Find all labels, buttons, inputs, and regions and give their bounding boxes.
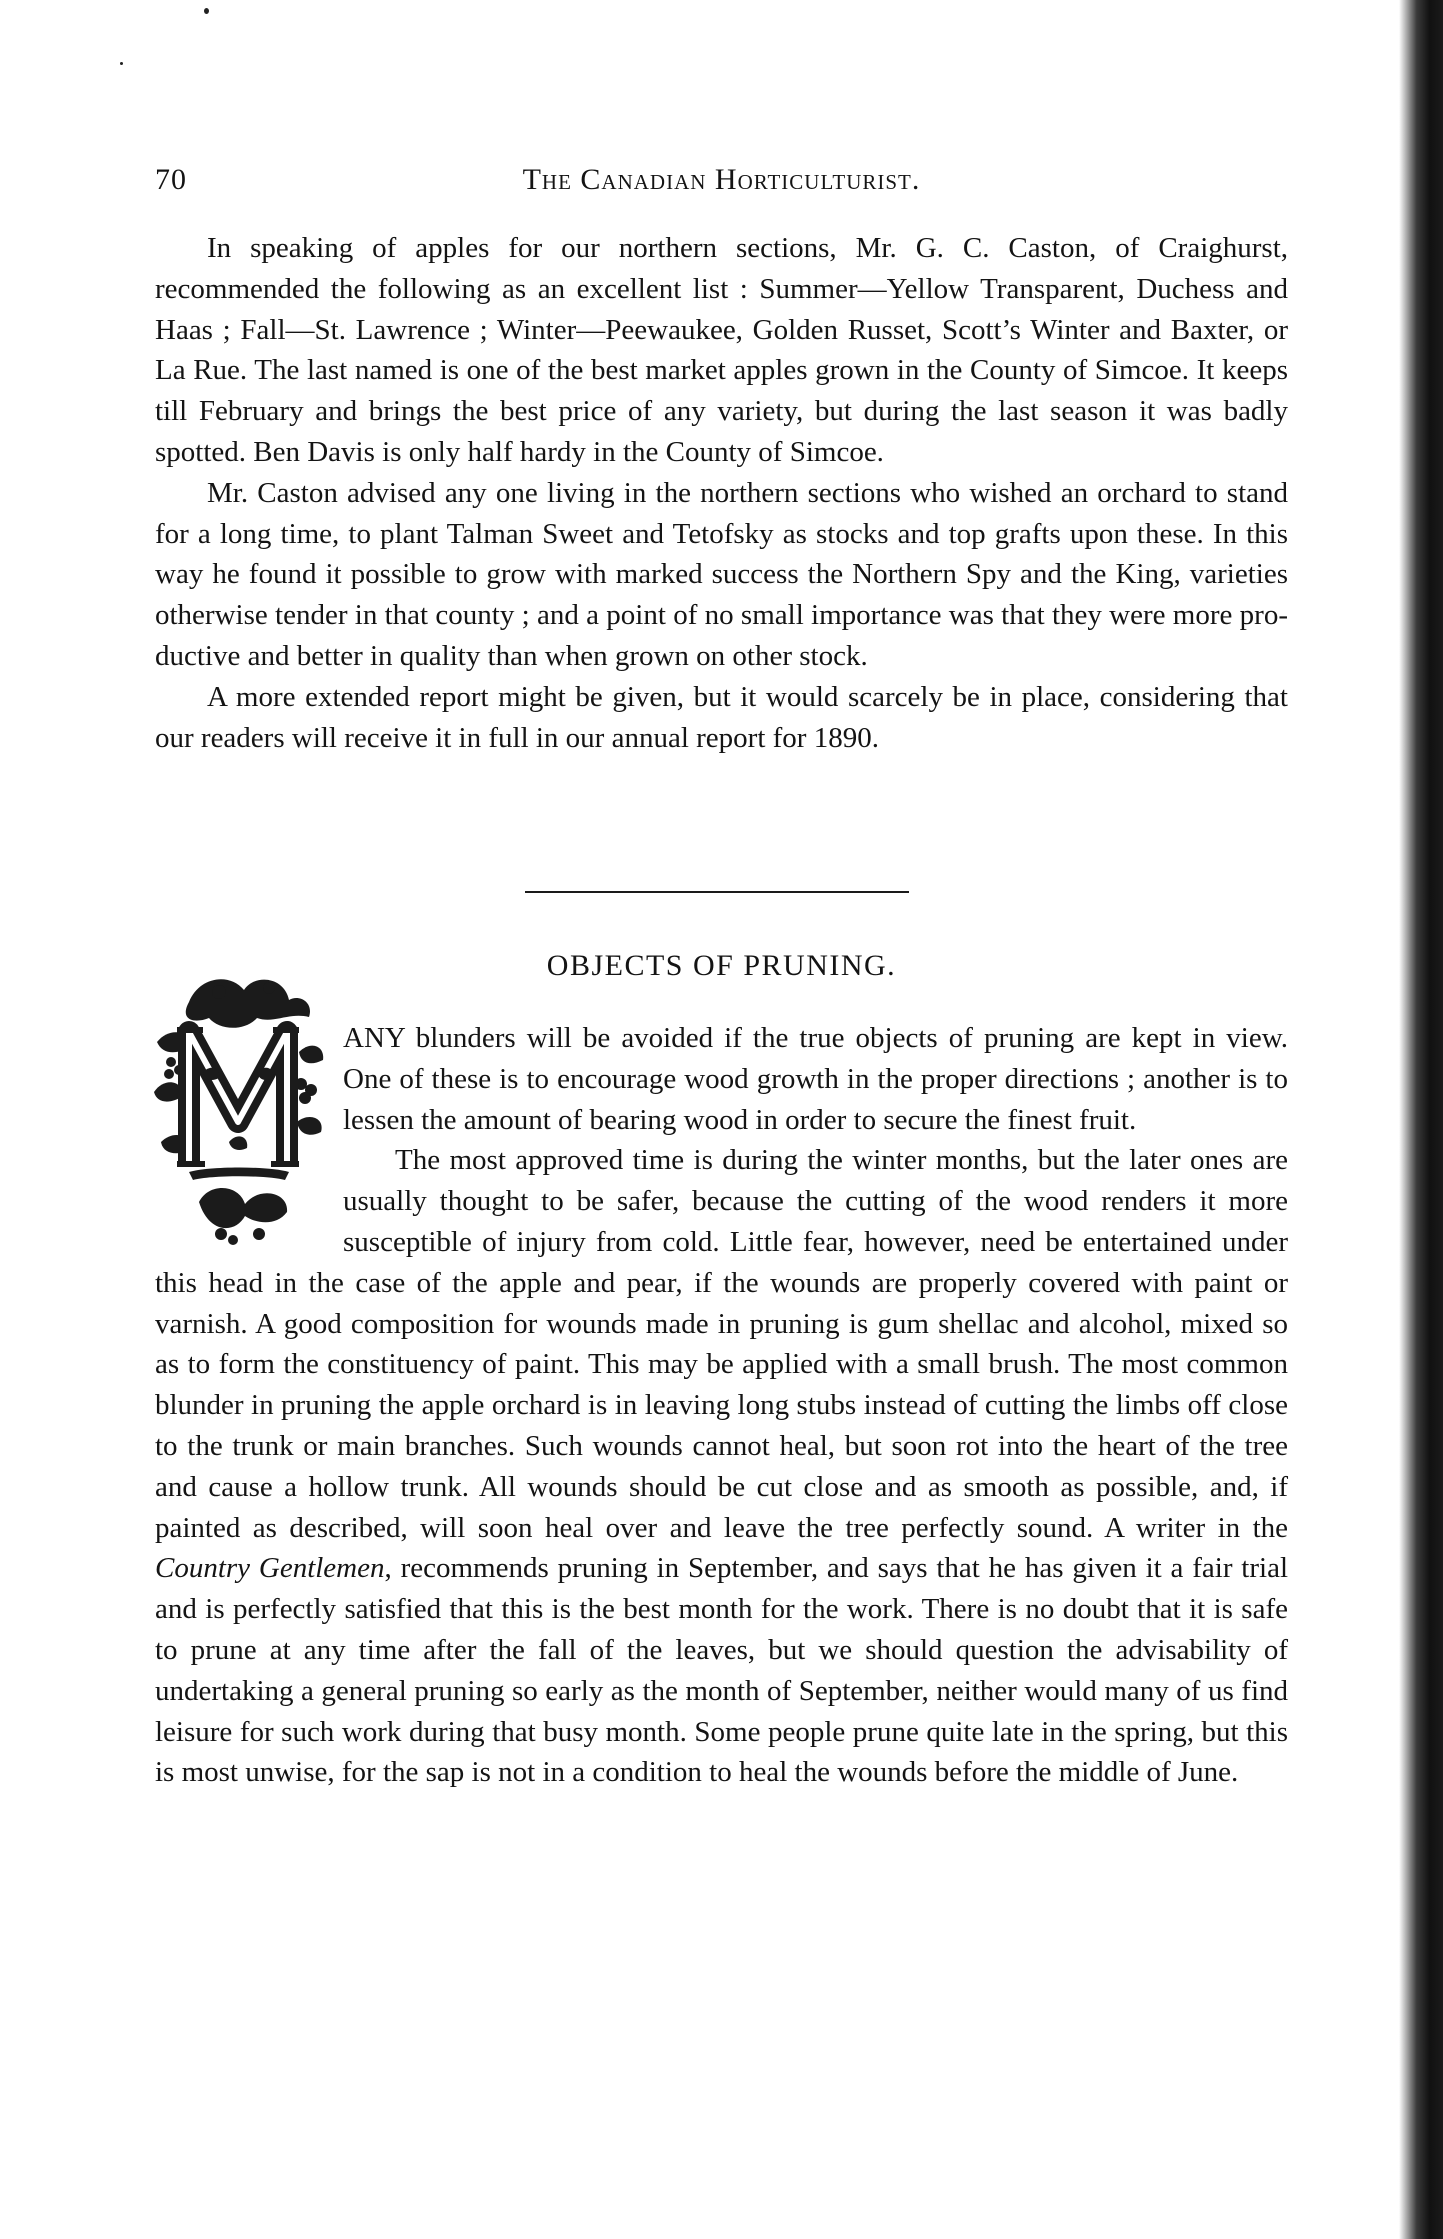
paragraph: A more extended report might be given, but it would scarcely be in place, considering that our readers will receive it in full in our annual report for 1890. <box>155 680 1288 754</box>
italic-title: Country Gentlemen <box>155 1552 385 1585</box>
paragraph-text: The most approved time is during the winter months, but the later ones are usually thought to be safer, because the cutting of the wood renders it more susceptible of injury from cold. Little fear, however, need be entertained under this head in the case of the apple and pear, if the wounds are properly covered with paint or varnish. A good composition for wounds made in pruning is gum shellac and alcohol, mixed so as to form the constituency of paint. This may be applied with a small brush. The most common blunder in pruning the apple orchard is in leaving long stubs instead of cutting the limbs off close to the trunk or main branches. Such wounds cannot heal, but soon rot into the heart of the tree and cause a hollow trunk. All wounds should be cut close and as smooth as possible, and, if painted as described, will soon heal over and leave the tree perfectly sound. A writer in the <box>155 1144 1288 1544</box>
article-pruning <box>155 1018 1288 1793</box>
paragraph-text: ANY blunders will be avoided if the true objects of pruning are kept in view. One of these is to encourage wood growth in the proper directions ; another is to lessen the amount of bearing wood in order to secure the finest fruit. <box>343 1022 1288 1136</box>
paragraph: In speaking of apples for our northern sections, Mr. G. C. Caston, of Craighurst, recommended the following as an excellent list : Summer—Yellow Transparent, Duchess and Haas ; Fall—St. Lawrence ; Winter—Peewaukee, Golden Russet, Scott’s Winter and Baxter, or La Rue. The last named is one of the best market apples grown in the County of Simcoe. It keeps till February and brings the best price of any variety, but during the last season it was badly spotted. Ben Davis is only half hardy in the County of Simcoe. <box>155 232 1288 468</box>
print-speck <box>120 62 123 65</box>
section-divider <box>525 891 909 893</box>
paragraph: Mr. Caston advised any one living in the northern sections who wished an orchard to stand for a long time, to plant Talman Sweet and Tetofsky as stocks and top grafts upon these. In this way he found it possible to grow with marked success the Northern Spy and the King, varieties otherwise tender in that county ; and a point of no small importance was that they were more productive and better in quality than when grown on other stock. <box>155 476 1288 672</box>
article-apples <box>155 228 1288 758</box>
page-number: 70 <box>155 163 187 196</box>
section-title: OBJECTS OF PRUNING. <box>546 949 897 982</box>
print-speck <box>204 8 209 14</box>
running-head <box>155 163 1288 203</box>
running-title: The Canadian Horticulturist. <box>522 163 921 196</box>
page-edge-shadow <box>1399 0 1443 2239</box>
paragraph-text: , recommends pruning in September, and says that he has given it a fair trial and is perfectly satisfied that this is the best month for the work. There is no doubt that it is safe to prune at any time after the fall of the leaves, but we should question the advisability of undertaking a general pruning so early as the month of September, neither would many of us find leisure for such work during that busy month. Some people prune quite late in the spring, but this is most unwise, for the sap is not in a condition to heal the wounds before the middle of June. <box>155 1552 1289 1789</box>
ornamental-drop-cap <box>149 972 327 1252</box>
